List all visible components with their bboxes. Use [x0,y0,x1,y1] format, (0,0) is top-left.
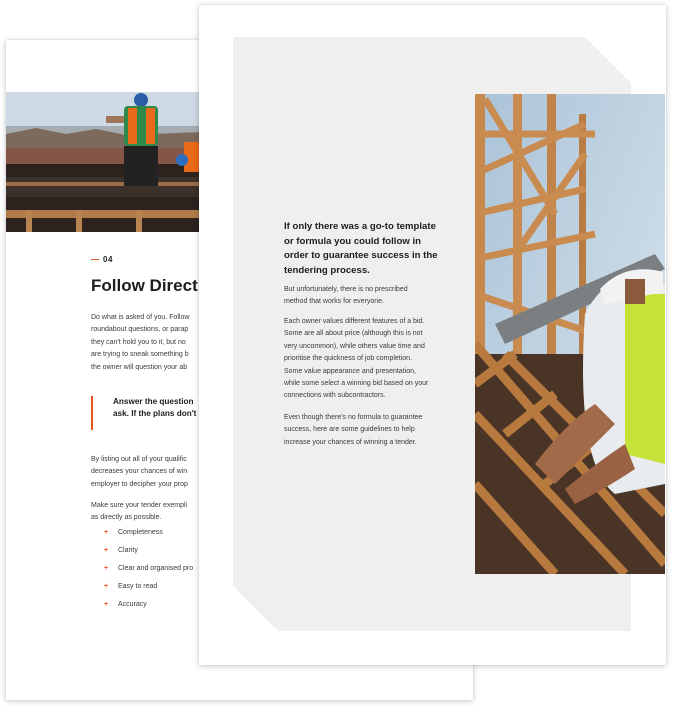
text-line: increase your chances of winning a tender. [284,438,417,446]
text-line: Even though there's no formula to guarantee [284,414,423,421]
list-item [104,583,193,601]
front-paragraph-1 [284,284,408,309]
text-line: connections with subcontractors. [284,392,386,400]
intro-title [284,220,459,278]
title-line: If only there was a go-to template [284,221,436,232]
text-line: employer to decipher your prop [91,480,188,488]
section-number [91,255,113,264]
title-line: order to guarantee success in the [284,250,438,261]
list-item-label: Accuracy [118,601,147,608]
text-line: as directly as possible. [91,514,162,522]
text-line: they can't hold you to it, but no [91,338,186,346]
front-page [199,5,666,665]
list-item-label: Clear and organised pro [118,565,194,572]
plus-icon: + [104,583,109,590]
text-line: Some value appearance and presentation, [284,367,416,375]
text-line: But unfortunately, there is no prescribed [284,286,408,293]
plus-icon: + [104,565,109,572]
body-paragraph-2 [91,454,188,491]
text-line: roundabout questions, or parap [91,326,189,334]
text-line: the owner will question your ab [91,363,188,371]
front-paragraph-3 [284,412,422,449]
accent-dash [91,259,99,260]
text-line: success, here are some guidelines to help [284,426,415,434]
text-line: method that works for everyone. [284,298,384,306]
list-item [104,601,193,619]
text-line: while some select a winning bid based on your [284,380,429,388]
list-item-label: Clarity [118,547,138,554]
text-line: are trying to sneak something b [91,351,189,359]
text-line: prioritise the quickness of job completion. [284,355,413,363]
list-item-label: Easy to read [118,583,158,590]
text-line: Make sure your tender exempli [91,502,188,509]
plus-icon: + [104,547,109,554]
text-line: Each owner values different features of a bid. [284,318,425,325]
plus-icon: + [104,601,109,608]
front-paragraph-2 [284,316,428,403]
section-heading: Follow Direct [91,276,198,295]
body-paragraph-3 [91,500,187,525]
body-paragraph-1 [91,312,189,374]
text-line: Do what is asked of you. Follow [91,314,190,321]
pull-quote [91,396,196,430]
list-item [104,529,193,547]
text-line: Some are all about price (although this is not [284,330,423,338]
roof-truss-worker-photo [475,94,665,574]
quote-line: Answer the question [113,397,194,406]
quote-line: ask. If the plans don't [113,409,197,418]
plus-icon: + [104,529,109,536]
checklist [104,529,193,619]
title-line: or formula you could follow in [284,235,421,247]
text-line: very uncommon), while others value time and [284,342,425,350]
roof-workers-photo [6,92,201,232]
list-item [104,547,193,565]
text-line: By listing out all of your qualific [91,456,187,463]
list-item-label: Completeness [118,529,163,536]
title-line: tendering process. [284,264,370,276]
list-item [104,565,193,583]
text-line: decreases your chances of win [91,468,188,476]
section-number-text: 04 [103,255,113,264]
